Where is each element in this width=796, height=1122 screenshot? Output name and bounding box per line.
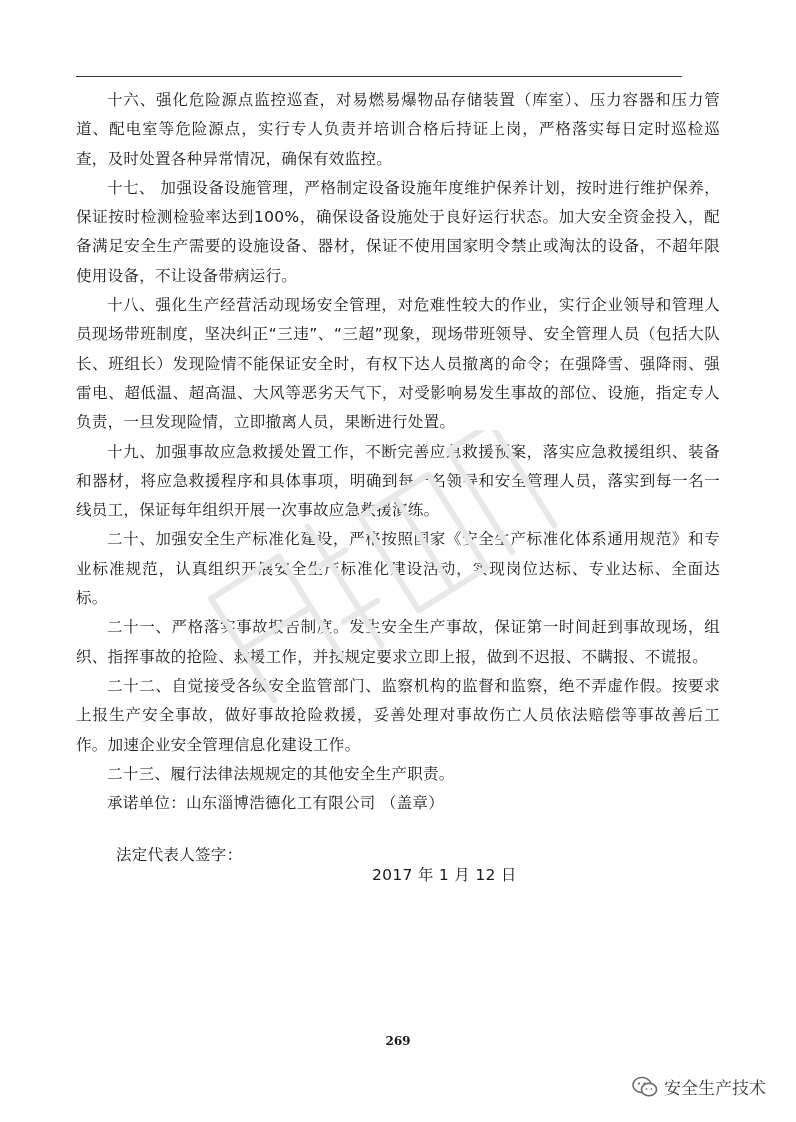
brand-name: 安全生产技术 — [664, 1079, 766, 1099]
brand-watermark — [632, 1074, 766, 1099]
paragraph-18: 十八、强化生产经营活动现场安全管理，对危难性较大的作业，实行企业领导和管理人员现场带班制度，坚决纠正“三违”、“三超”现象，现场带班领导、安全管理人员（包括大队长、班组长）发现险情不能保证安全时，有权下达人员撤离的命令；在强降雪、强降雨、强雷电、超低温、超高温、大风等恶劣天气下，对受影响易发生事故的部位、设施，指定专人负责，一旦发现险情，立即撤离人员，果断进行处置。 — [76, 296, 720, 432]
paragraph-23: 二十三、履行法律法规规定的其他安全生产职责。 — [107, 764, 455, 783]
paragraph-16: 十六、强化危险源点监控巡查，对易燃易爆物品存储装置（库室）、压力容器和压力管道、配电室等危险源点，实行专人负责并培训合格后持证上岗，严格落实每日定时巡检巡查，及时处置各种异常情况，确保有效监控。 — [76, 91, 720, 168]
document-body — [76, 86, 720, 818]
legal-representative-signature-label: 法定代表人签字： — [116, 846, 243, 864]
wechat-icon — [632, 1076, 658, 1098]
page-number: 269 — [385, 1034, 411, 1048]
promise-unit: 承诺单位：山东淄博浩德化工有限公司 （盖章） — [107, 794, 445, 813]
header-rule — [76, 76, 682, 77]
document-date: 2017 年 1 月 12 日 — [372, 866, 517, 884]
paragraph-21: 二十一、严格落实事故报告制度。发生安全生产事故，保证第一时间赶到事故现场，组织、指挥事故的抢险、救援工作，并按规定要求立即上报，做到不迟报、不瞒报、不谎报。 — [76, 618, 720, 666]
paragraph-19: 十九、加强事故应急救援处置工作，不断完善应急救援预案，落实应急救援组织、装备和器材，将应急救援程序和具体事项，明确到每一名领导和安全管理人员，落实到每一名一线员工，保证每年组织开展一次事故应急救援演练。 — [76, 442, 720, 520]
paragraph-20: 二十、加强安全生产标准化建设，严格按照国家《安全生产标准化体系通用规范》和专业标准规范，认真组织开展安全生产标准化建设活动，实现岗位达标、专业达标、全面达标。 — [76, 530, 720, 608]
paragraph-22: 二十二、自觉接受各级安全监管部门、监察机构的监督和监察，绝不弄虚作假。按要求上报生产安全事故，做好事故抢险救援，妥善处理对事故伤亡人员依法赔偿等事故善后工作。加速企业安全管理信息化建设工作。 — [76, 676, 720, 754]
paragraph-17: 十七、 加强设备设施管理，严格制定设备设施年度维护保养计划，按时进行维护保养，保证按时检测检验率达到100%，确保设备设施处于良好运行状态。加大安全资金投入，配备满足安全生产需要的设施设备、器材，保证不使用国家明令禁止或淘汰的设备，不超年限使用设备，不让设备带病运行。 — [76, 178, 720, 285]
